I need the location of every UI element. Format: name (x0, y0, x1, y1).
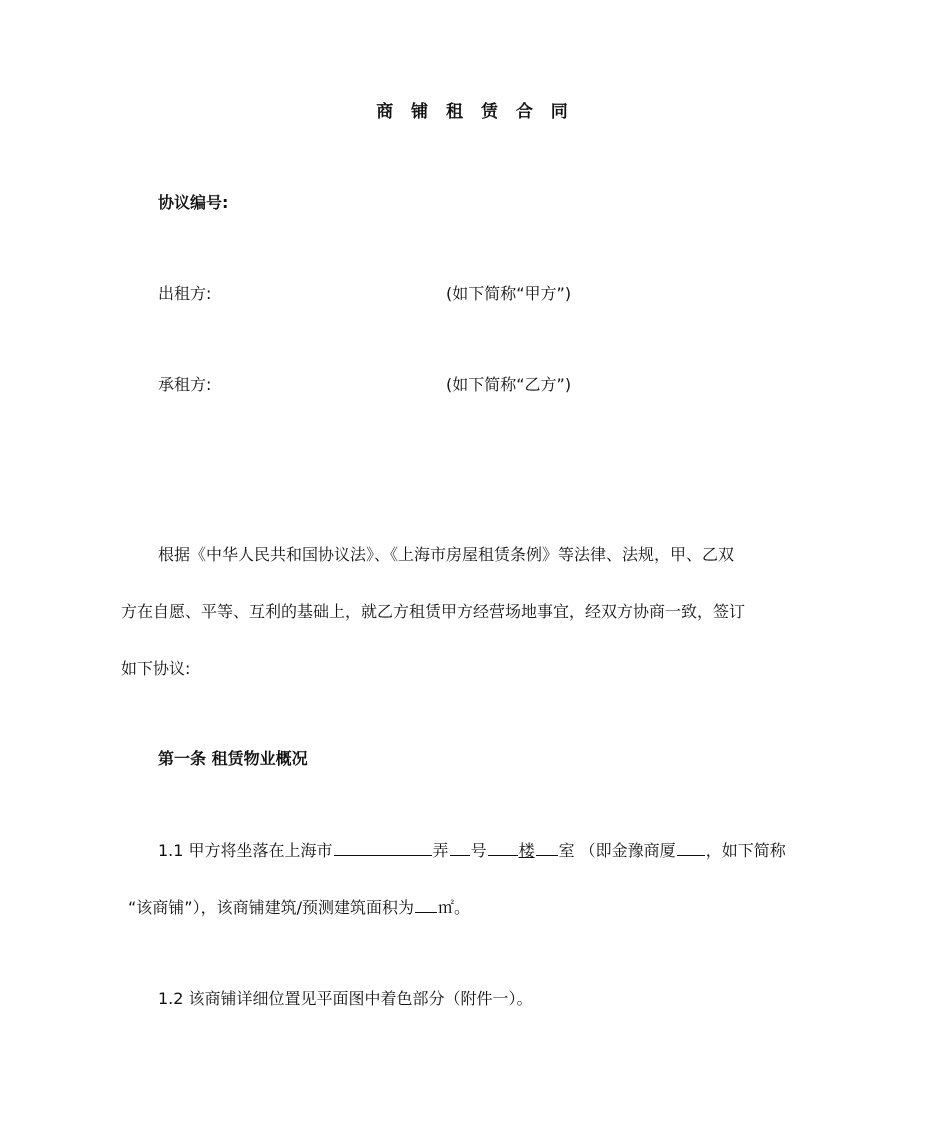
clause-1-2: 1.2 该商铺详细位置见平面图中着色部分（附件一）。 (158, 989, 533, 1008)
lessee-label: 承租方: (158, 375, 212, 394)
lane-blank[interactable] (334, 838, 432, 856)
area-unit: ㎡。 (437, 898, 470, 917)
number-label: 号 (470, 841, 487, 860)
agreement-number-label: 协议编号: (158, 193, 229, 212)
preamble-line-1: 根据《中华人民共和国协议法》、《上海市房屋租赁条例》等法律、法规，甲、乙双 (158, 545, 735, 564)
room-blank[interactable] (536, 838, 558, 856)
lane-label: 弄 (432, 841, 449, 860)
clause-1-1-prefix: 1.1 甲方将坐落在上海市 (158, 841, 333, 860)
clause-1-1-line-2 (128, 895, 470, 918)
preamble-line-3: 如下协议: (121, 659, 191, 678)
building-blank-before[interactable] (488, 838, 518, 856)
clause-1-1-suffix: ，如下简称 (705, 841, 786, 860)
room-label: 室 （即金豫商厦 (558, 841, 676, 860)
building-name-blank[interactable] (677, 838, 705, 856)
number-blank[interactable] (450, 838, 470, 856)
lessor-label: 出租方: (158, 284, 212, 303)
area-blank[interactable] (415, 895, 437, 913)
lessor-alias: (如下简称“甲方”) (446, 284, 572, 303)
clause-1-1-line2-prefix: “该商铺”），该商铺建筑/预测建筑面积为 (128, 898, 414, 917)
preamble-line-2: 方在自愿、平等、互利的基础上，就乙方租赁甲方经营场地事宜，经双方协商一致，签订 (121, 602, 746, 621)
building-label: 楼 (518, 841, 535, 860)
article-1-heading: 第一条 租赁物业概况 (158, 749, 308, 768)
document-title: 商 铺 租 赁 合 同 (376, 102, 574, 122)
lessee-alias: (如下简称“乙方”) (446, 375, 572, 394)
clause-1-1-line-1 (158, 838, 786, 861)
